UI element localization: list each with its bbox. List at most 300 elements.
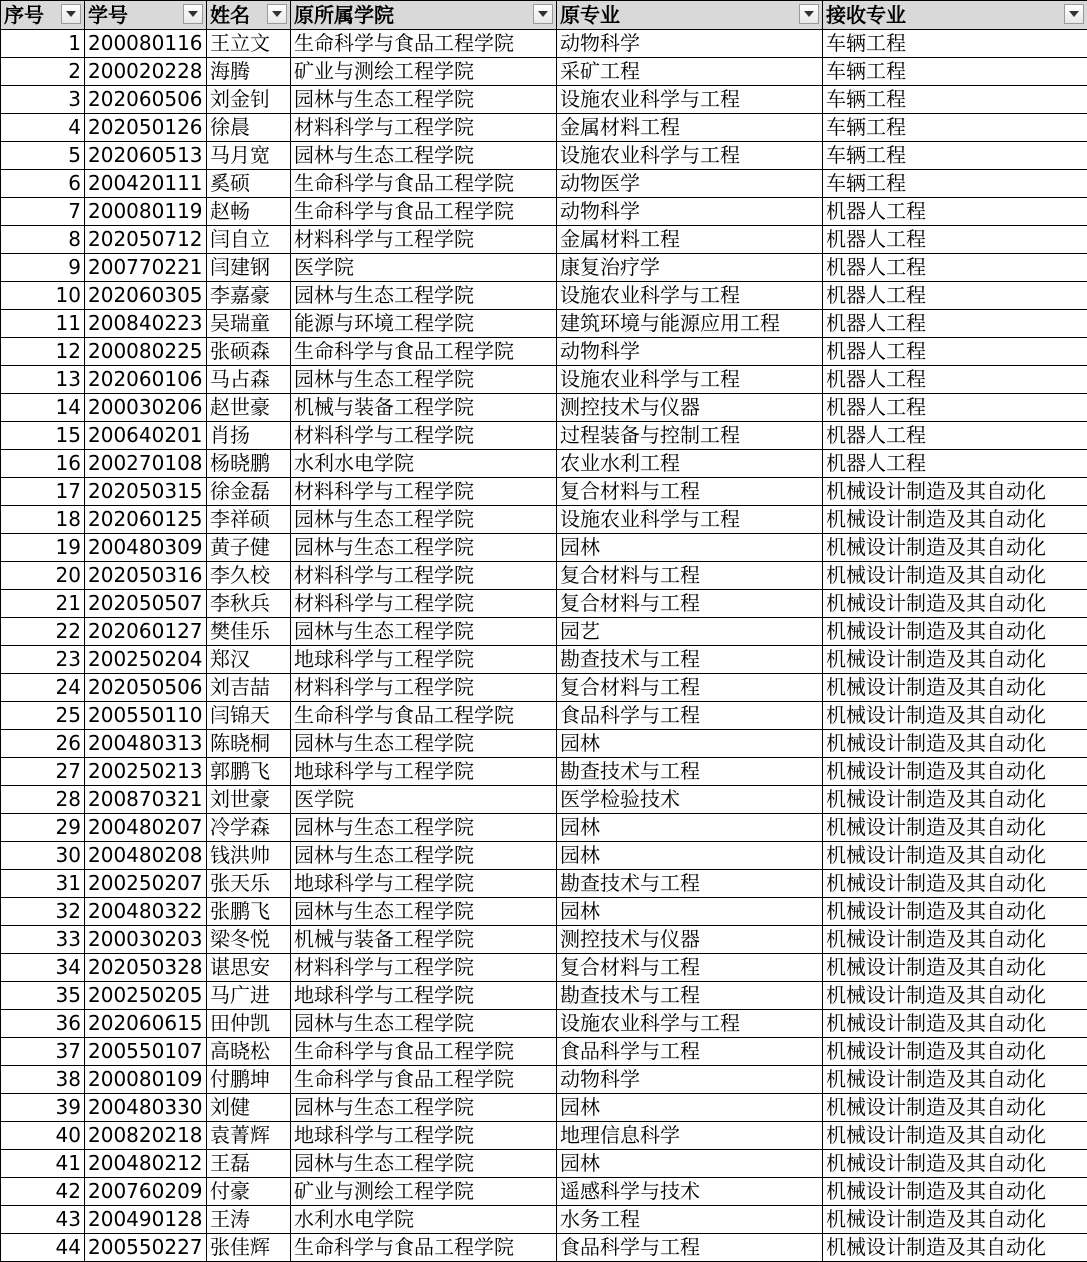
original-major-cell[interactable]: 园林 xyxy=(557,842,823,870)
target-major-cell[interactable]: 机械设计制造及其自动化 xyxy=(823,618,1087,646)
target-major-cell[interactable]: 机械设计制造及其自动化 xyxy=(823,1234,1087,1262)
name-cell[interactable]: 闫自立 xyxy=(207,226,291,254)
original-college-cell[interactable]: 园林与生态工程学院 xyxy=(291,366,557,394)
table-row xyxy=(1,30,1087,58)
original-college-cell[interactable]: 园林与生态工程学院 xyxy=(291,142,557,170)
seq-cell[interactable]: 5 xyxy=(1,142,85,170)
seq-cell[interactable]: 2 xyxy=(1,58,85,86)
table-row xyxy=(1,114,1087,142)
name-cell[interactable]: 樊佳乐 xyxy=(207,618,291,646)
student-id-cell[interactable]: 200080119 xyxy=(85,198,207,226)
original-college-cell[interactable]: 园林与生态工程学院 xyxy=(291,1150,557,1178)
seq-cell[interactable]: 43 xyxy=(1,1206,85,1234)
target-major-cell[interactable]: 机械设计制造及其自动化 xyxy=(823,1010,1087,1038)
original-major-cell[interactable]: 动物科学 xyxy=(557,338,823,366)
student-id-cell[interactable]: 202060305 xyxy=(85,282,207,310)
filter-dropdown-icon[interactable] xyxy=(267,4,287,24)
original-major-cell[interactable]: 农业水利工程 xyxy=(557,450,823,478)
target-major-cell[interactable]: 机械设计制造及其自动化 xyxy=(823,1038,1087,1066)
student-id-cell[interactable]: 200480330 xyxy=(85,1094,207,1122)
seq-cell[interactable]: 3 xyxy=(1,86,85,114)
original-major-cell[interactable]: 金属材料工程 xyxy=(557,114,823,142)
target-major-cell[interactable]: 机器人工程 xyxy=(823,450,1087,478)
seq-cell[interactable]: 9 xyxy=(1,254,85,282)
student-id-cell[interactable]: 200250213 xyxy=(85,758,207,786)
filter-dropdown-icon[interactable] xyxy=(533,4,553,24)
name-cell[interactable]: 王磊 xyxy=(207,1150,291,1178)
table-row xyxy=(1,982,1087,1010)
target-major-cell[interactable]: 机器人工程 xyxy=(823,338,1087,366)
student-id-cell[interactable]: 200550107 xyxy=(85,1038,207,1066)
target-major-cell[interactable]: 机械设计制造及其自动化 xyxy=(823,562,1087,590)
target-major-cell[interactable]: 车辆工程 xyxy=(823,170,1087,198)
name-cell[interactable]: 李嘉豪 xyxy=(207,282,291,310)
seq-cell[interactable]: 39 xyxy=(1,1094,85,1122)
seq-cell[interactable]: 1 xyxy=(1,30,85,58)
header-original-college xyxy=(291,1,557,30)
original-major-cell[interactable]: 园林 xyxy=(557,1150,823,1178)
original-college-cell[interactable]: 材料科学与工程学院 xyxy=(291,114,557,142)
name-cell[interactable]: 张佳辉 xyxy=(207,1234,291,1262)
name-cell[interactable]: 付豪 xyxy=(207,1178,291,1206)
seq-cell[interactable]: 22 xyxy=(1,618,85,646)
original-college-cell[interactable]: 材料科学与工程学院 xyxy=(291,954,557,982)
seq-cell[interactable]: 42 xyxy=(1,1178,85,1206)
filter-dropdown-icon[interactable] xyxy=(1064,4,1084,24)
seq-cell[interactable]: 4 xyxy=(1,114,85,142)
seq-cell[interactable]: 7 xyxy=(1,198,85,226)
original-college-cell[interactable]: 机械与装备工程学院 xyxy=(291,394,557,422)
header-student-id xyxy=(85,1,207,30)
original-college-cell[interactable]: 矿业与测绘工程学院 xyxy=(291,58,557,86)
original-major-cell[interactable]: 水务工程 xyxy=(557,1206,823,1234)
target-major-cell[interactable]: 机械设计制造及其自动化 xyxy=(823,702,1087,730)
original-college-cell[interactable]: 材料科学与工程学院 xyxy=(291,422,557,450)
original-college-cell[interactable]: 地球科学与工程学院 xyxy=(291,1122,557,1150)
original-major-cell[interactable]: 勘查技术与工程 xyxy=(557,646,823,674)
seq-cell[interactable]: 34 xyxy=(1,954,85,982)
original-major-cell[interactable]: 勘查技术与工程 xyxy=(557,758,823,786)
original-major-cell[interactable]: 动物科学 xyxy=(557,1066,823,1094)
target-major-cell[interactable]: 机械设计制造及其自动化 xyxy=(823,954,1087,982)
original-major-cell[interactable]: 采矿工程 xyxy=(557,58,823,86)
original-college-cell[interactable]: 能源与环境工程学院 xyxy=(291,310,557,338)
name-cell[interactable]: 马月宽 xyxy=(207,142,291,170)
seq-cell[interactable]: 10 xyxy=(1,282,85,310)
name-cell[interactable]: 黄子健 xyxy=(207,534,291,562)
name-cell[interactable]: 张鹏飞 xyxy=(207,898,291,926)
original-major-cell[interactable]: 园艺 xyxy=(557,618,823,646)
name-cell[interactable]: 冷学森 xyxy=(207,814,291,842)
original-major-cell[interactable]: 勘查技术与工程 xyxy=(557,870,823,898)
student-id-cell[interactable]: 200480208 xyxy=(85,842,207,870)
student-id-cell[interactable]: 200080116 xyxy=(85,30,207,58)
original-college-cell[interactable]: 水利水电学院 xyxy=(291,450,557,478)
table-row xyxy=(1,954,1087,982)
original-college-cell[interactable]: 生命科学与食品工程学院 xyxy=(291,1038,557,1066)
table-row xyxy=(1,1206,1087,1234)
name-cell[interactable]: 郑汉 xyxy=(207,646,291,674)
original-major-cell[interactable]: 地理信息科学 xyxy=(557,1122,823,1150)
target-major-cell[interactable]: 机械设计制造及其自动化 xyxy=(823,1066,1087,1094)
original-college-cell[interactable]: 园林与生态工程学院 xyxy=(291,814,557,842)
student-id-cell[interactable]: 200480212 xyxy=(85,1150,207,1178)
seq-cell[interactable]: 31 xyxy=(1,870,85,898)
target-major-cell[interactable]: 机械设计制造及其自动化 xyxy=(823,506,1087,534)
seq-cell[interactable]: 24 xyxy=(1,674,85,702)
target-major-cell[interactable]: 机械设计制造及其自动化 xyxy=(823,982,1087,1010)
original-college-cell[interactable]: 园林与生态工程学院 xyxy=(291,842,557,870)
student-id-cell[interactable]: 200020228 xyxy=(85,58,207,86)
seq-cell[interactable]: 38 xyxy=(1,1066,85,1094)
original-college-cell[interactable]: 园林与生态工程学院 xyxy=(291,1010,557,1038)
original-major-cell[interactable]: 动物医学 xyxy=(557,170,823,198)
student-id-cell[interactable]: 202060125 xyxy=(85,506,207,534)
table-row xyxy=(1,394,1087,422)
target-major-cell[interactable]: 机械设计制造及其自动化 xyxy=(823,590,1087,618)
student-id-cell[interactable]: 200480207 xyxy=(85,814,207,842)
seq-cell[interactable]: 30 xyxy=(1,842,85,870)
original-college-cell[interactable]: 园林与生态工程学院 xyxy=(291,730,557,758)
target-major-cell[interactable]: 机器人工程 xyxy=(823,422,1087,450)
original-college-cell[interactable]: 地球科学与工程学院 xyxy=(291,758,557,786)
filter-dropdown-icon[interactable] xyxy=(799,4,819,24)
seq-cell[interactable]: 17 xyxy=(1,478,85,506)
target-major-cell[interactable]: 车辆工程 xyxy=(823,30,1087,58)
original-major-cell[interactable]: 食品科学与工程 xyxy=(557,702,823,730)
seq-cell[interactable]: 32 xyxy=(1,898,85,926)
original-college-cell[interactable]: 生命科学与食品工程学院 xyxy=(291,1234,557,1262)
table-row xyxy=(1,1094,1087,1122)
name-cell[interactable]: 郭鹏飞 xyxy=(207,758,291,786)
original-major-cell[interactable]: 康复治疗学 xyxy=(557,254,823,282)
target-major-cell[interactable]: 机械设计制造及其自动化 xyxy=(823,478,1087,506)
original-major-cell[interactable]: 设施农业科学与工程 xyxy=(557,1010,823,1038)
name-cell[interactable]: 王涛 xyxy=(207,1206,291,1234)
original-major-cell[interactable]: 园林 xyxy=(557,1094,823,1122)
original-college-cell[interactable]: 园林与生态工程学院 xyxy=(291,282,557,310)
seq-cell[interactable]: 21 xyxy=(1,590,85,618)
original-major-cell[interactable]: 医学检验技术 xyxy=(557,786,823,814)
name-cell[interactable]: 刘金钊 xyxy=(207,86,291,114)
original-college-cell[interactable]: 矿业与测绘工程学院 xyxy=(291,1178,557,1206)
student-id-cell[interactable]: 200250204 xyxy=(85,646,207,674)
header-label: 学号 xyxy=(88,2,128,29)
student-id-cell[interactable]: 200550227 xyxy=(85,1234,207,1262)
student-id-cell[interactable]: 200770221 xyxy=(85,254,207,282)
student-id-cell[interactable]: 202050506 xyxy=(85,674,207,702)
original-major-cell[interactable]: 建筑环境与能源应用工程 xyxy=(557,310,823,338)
name-cell[interactable]: 马占森 xyxy=(207,366,291,394)
name-cell[interactable]: 刘健 xyxy=(207,1094,291,1122)
filter-dropdown-icon[interactable] xyxy=(61,4,81,24)
student-id-cell[interactable]: 200760209 xyxy=(85,1178,207,1206)
table-row xyxy=(1,562,1087,590)
name-cell[interactable]: 李久校 xyxy=(207,562,291,590)
student-id-cell[interactable]: 202060127 xyxy=(85,618,207,646)
original-major-cell[interactable]: 园林 xyxy=(557,814,823,842)
seq-cell[interactable]: 14 xyxy=(1,394,85,422)
name-cell[interactable]: 高晓松 xyxy=(207,1038,291,1066)
student-id-cell[interactable]: 202050328 xyxy=(85,954,207,982)
name-cell[interactable]: 钱洪帅 xyxy=(207,842,291,870)
original-college-cell[interactable]: 材料科学与工程学院 xyxy=(291,674,557,702)
table-row xyxy=(1,1010,1087,1038)
original-college-cell[interactable]: 生命科学与食品工程学院 xyxy=(291,338,557,366)
seq-cell[interactable]: 15 xyxy=(1,422,85,450)
student-id-cell[interactable]: 200270108 xyxy=(85,450,207,478)
original-college-cell[interactable]: 园林与生态工程学院 xyxy=(291,1094,557,1122)
seq-cell[interactable]: 11 xyxy=(1,310,85,338)
name-cell[interactable]: 肖扬 xyxy=(207,422,291,450)
target-major-cell[interactable]: 机械设计制造及其自动化 xyxy=(823,646,1087,674)
seq-cell[interactable]: 36 xyxy=(1,1010,85,1038)
original-college-cell[interactable]: 材料科学与工程学院 xyxy=(291,562,557,590)
name-cell[interactable]: 袁菁辉 xyxy=(207,1122,291,1150)
table-row xyxy=(1,842,1087,870)
table-row xyxy=(1,898,1087,926)
student-id-cell[interactable]: 200490128 xyxy=(85,1206,207,1234)
original-college-cell[interactable]: 生命科学与食品工程学院 xyxy=(291,702,557,730)
original-major-cell[interactable]: 动物科学 xyxy=(557,198,823,226)
original-college-cell[interactable]: 医学院 xyxy=(291,254,557,282)
name-cell[interactable]: 张天乐 xyxy=(207,870,291,898)
seq-cell[interactable]: 37 xyxy=(1,1038,85,1066)
seq-cell[interactable]: 18 xyxy=(1,506,85,534)
original-major-cell[interactable]: 设施农业科学与工程 xyxy=(557,282,823,310)
original-college-cell[interactable]: 园林与生态工程学院 xyxy=(291,898,557,926)
name-cell[interactable]: 赵世豪 xyxy=(207,394,291,422)
seq-cell[interactable]: 44 xyxy=(1,1234,85,1262)
target-major-cell[interactable]: 机械设计制造及其自动化 xyxy=(823,926,1087,954)
original-major-cell[interactable]: 设施农业科学与工程 xyxy=(557,142,823,170)
target-major-cell[interactable]: 机器人工程 xyxy=(823,366,1087,394)
original-major-cell[interactable]: 复合材料与工程 xyxy=(557,674,823,702)
target-major-cell[interactable]: 车辆工程 xyxy=(823,58,1087,86)
seq-cell[interactable]: 6 xyxy=(1,170,85,198)
name-cell[interactable]: 田仲凯 xyxy=(207,1010,291,1038)
name-cell[interactable]: 李祥硕 xyxy=(207,506,291,534)
seq-cell[interactable]: 41 xyxy=(1,1150,85,1178)
target-major-cell[interactable]: 机械设计制造及其自动化 xyxy=(823,1094,1087,1122)
student-id-cell[interactable]: 200820218 xyxy=(85,1122,207,1150)
name-cell[interactable]: 赵畅 xyxy=(207,198,291,226)
target-major-cell[interactable]: 车辆工程 xyxy=(823,86,1087,114)
name-cell[interactable]: 梁冬悦 xyxy=(207,926,291,954)
name-cell[interactable]: 张硕森 xyxy=(207,338,291,366)
seq-cell[interactable]: 29 xyxy=(1,814,85,842)
target-major-cell[interactable]: 机械设计制造及其自动化 xyxy=(823,1206,1087,1234)
seq-cell[interactable]: 33 xyxy=(1,926,85,954)
table-row xyxy=(1,870,1087,898)
original-college-cell[interactable]: 园林与生态工程学院 xyxy=(291,534,557,562)
name-cell[interactable]: 徐晨 xyxy=(207,114,291,142)
table-row xyxy=(1,170,1087,198)
seq-cell[interactable]: 20 xyxy=(1,562,85,590)
name-cell[interactable]: 王立文 xyxy=(207,30,291,58)
target-major-cell[interactable]: 机械设计制造及其自动化 xyxy=(823,1122,1087,1150)
seq-cell[interactable]: 19 xyxy=(1,534,85,562)
name-cell[interactable]: 海腾 xyxy=(207,58,291,86)
seq-cell[interactable]: 12 xyxy=(1,338,85,366)
target-major-cell[interactable]: 机器人工程 xyxy=(823,282,1087,310)
student-id-cell[interactable]: 202050712 xyxy=(85,226,207,254)
student-id-cell[interactable]: 202050126 xyxy=(85,114,207,142)
student-id-cell[interactable]: 200080225 xyxy=(85,338,207,366)
target-major-cell[interactable]: 机械设计制造及其自动化 xyxy=(823,534,1087,562)
target-major-cell[interactable]: 机械设计制造及其自动化 xyxy=(823,1178,1087,1206)
header-label: 姓名 xyxy=(210,2,250,29)
name-cell[interactable]: 闫建钢 xyxy=(207,254,291,282)
original-college-cell[interactable]: 水利水电学院 xyxy=(291,1206,557,1234)
target-major-cell[interactable]: 机械设计制造及其自动化 xyxy=(823,814,1087,842)
table-row xyxy=(1,926,1087,954)
student-id-cell[interactable]: 200030203 xyxy=(85,926,207,954)
original-major-cell[interactable]: 食品科学与工程 xyxy=(557,1038,823,1066)
original-college-cell[interactable]: 生命科学与食品工程学院 xyxy=(291,30,557,58)
name-cell[interactable]: 陈晓桐 xyxy=(207,730,291,758)
target-major-cell[interactable]: 车辆工程 xyxy=(823,114,1087,142)
target-major-cell[interactable]: 机械设计制造及其自动化 xyxy=(823,1150,1087,1178)
target-major-cell[interactable]: 机械设计制造及其自动化 xyxy=(823,730,1087,758)
target-major-cell[interactable]: 机械设计制造及其自动化 xyxy=(823,758,1087,786)
target-major-cell[interactable]: 机械设计制造及其自动化 xyxy=(823,898,1087,926)
original-college-cell[interactable]: 生命科学与食品工程学院 xyxy=(291,170,557,198)
target-major-cell[interactable]: 机器人工程 xyxy=(823,254,1087,282)
original-college-cell[interactable]: 机械与装备工程学院 xyxy=(291,926,557,954)
target-major-cell[interactable]: 车辆工程 xyxy=(823,142,1087,170)
original-major-cell[interactable]: 设施农业科学与工程 xyxy=(557,366,823,394)
original-major-cell[interactable]: 测控技术与仪器 xyxy=(557,926,823,954)
name-cell[interactable]: 吴瑞童 xyxy=(207,310,291,338)
student-id-cell[interactable]: 200480309 xyxy=(85,534,207,562)
original-major-cell[interactable]: 设施农业科学与工程 xyxy=(557,506,823,534)
name-cell[interactable]: 刘世豪 xyxy=(207,786,291,814)
original-major-cell[interactable]: 食品科学与工程 xyxy=(557,1234,823,1262)
name-cell[interactable]: 付鹏坤 xyxy=(207,1066,291,1094)
table-row xyxy=(1,310,1087,338)
target-major-cell[interactable]: 机械设计制造及其自动化 xyxy=(823,842,1087,870)
student-id-cell[interactable]: 200480313 xyxy=(85,730,207,758)
seq-cell[interactable]: 26 xyxy=(1,730,85,758)
seq-cell[interactable]: 35 xyxy=(1,982,85,1010)
table-body xyxy=(1,30,1087,1262)
student-id-cell[interactable]: 200250207 xyxy=(85,870,207,898)
name-cell[interactable]: 闫锦天 xyxy=(207,702,291,730)
seq-cell[interactable]: 25 xyxy=(1,702,85,730)
student-id-cell[interactable]: 200870321 xyxy=(85,786,207,814)
student-id-cell[interactable]: 200840223 xyxy=(85,310,207,338)
student-id-cell[interactable]: 200480322 xyxy=(85,898,207,926)
name-cell[interactable]: 马广进 xyxy=(207,982,291,1010)
original-major-cell[interactable]: 园林 xyxy=(557,730,823,758)
original-college-cell[interactable]: 地球科学与工程学院 xyxy=(291,982,557,1010)
name-cell[interactable]: 谌思安 xyxy=(207,954,291,982)
original-major-cell[interactable]: 金属材料工程 xyxy=(557,226,823,254)
target-major-cell[interactable]: 机械设计制造及其自动化 xyxy=(823,674,1087,702)
original-major-cell[interactable]: 复合材料与工程 xyxy=(557,478,823,506)
original-college-cell[interactable]: 园林与生态工程学院 xyxy=(291,506,557,534)
name-cell[interactable]: 徐金磊 xyxy=(207,478,291,506)
student-id-cell[interactable]: 200420111 xyxy=(85,170,207,198)
original-major-cell[interactable]: 复合材料与工程 xyxy=(557,562,823,590)
original-major-cell[interactable]: 动物科学 xyxy=(557,30,823,58)
student-id-cell[interactable]: 202050315 xyxy=(85,478,207,506)
original-college-cell[interactable]: 材料科学与工程学院 xyxy=(291,226,557,254)
student-id-cell[interactable]: 202050507 xyxy=(85,590,207,618)
table-row xyxy=(1,590,1087,618)
table-row xyxy=(1,282,1087,310)
student-id-cell[interactable]: 200550110 xyxy=(85,702,207,730)
name-cell[interactable]: 李秋兵 xyxy=(207,590,291,618)
student-id-cell[interactable]: 202060513 xyxy=(85,142,207,170)
target-major-cell[interactable]: 机械设计制造及其自动化 xyxy=(823,870,1087,898)
target-major-cell[interactable]: 机器人工程 xyxy=(823,226,1087,254)
seq-cell[interactable]: 27 xyxy=(1,758,85,786)
seq-cell[interactable]: 28 xyxy=(1,786,85,814)
original-college-cell[interactable]: 地球科学与工程学院 xyxy=(291,870,557,898)
original-college-cell[interactable]: 材料科学与工程学院 xyxy=(291,590,557,618)
student-id-cell[interactable]: 200640201 xyxy=(85,422,207,450)
filter-dropdown-icon[interactable] xyxy=(183,4,203,24)
original-major-cell[interactable]: 遥感科学与技术 xyxy=(557,1178,823,1206)
target-major-cell[interactable]: 机器人工程 xyxy=(823,394,1087,422)
student-id-cell[interactable]: 202050316 xyxy=(85,562,207,590)
table-row xyxy=(1,702,1087,730)
original-college-cell[interactable]: 园林与生态工程学院 xyxy=(291,618,557,646)
original-college-cell[interactable]: 园林与生态工程学院 xyxy=(291,86,557,114)
original-college-cell[interactable]: 生命科学与食品工程学院 xyxy=(291,198,557,226)
student-id-cell[interactable]: 200080109 xyxy=(85,1066,207,1094)
seq-cell[interactable]: 16 xyxy=(1,450,85,478)
seq-cell[interactable]: 8 xyxy=(1,226,85,254)
target-major-cell[interactable]: 机械设计制造及其自动化 xyxy=(823,786,1087,814)
student-id-cell[interactable]: 200250205 xyxy=(85,982,207,1010)
original-major-cell[interactable]: 测控技术与仪器 xyxy=(557,394,823,422)
table-row xyxy=(1,1122,1087,1150)
student-id-cell[interactable]: 202060615 xyxy=(85,1010,207,1038)
original-major-cell[interactable]: 过程装备与控制工程 xyxy=(557,422,823,450)
seq-cell[interactable]: 40 xyxy=(1,1122,85,1150)
original-college-cell[interactable]: 地球科学与工程学院 xyxy=(291,646,557,674)
original-major-cell[interactable]: 园林 xyxy=(557,534,823,562)
table-row xyxy=(1,226,1087,254)
original-college-cell[interactable]: 医学院 xyxy=(291,786,557,814)
original-major-cell[interactable]: 复合材料与工程 xyxy=(557,590,823,618)
original-major-cell[interactable]: 复合材料与工程 xyxy=(557,954,823,982)
table-row xyxy=(1,58,1087,86)
original-college-cell[interactable]: 材料科学与工程学院 xyxy=(291,478,557,506)
student-id-cell[interactable]: 202060506 xyxy=(85,86,207,114)
table-row xyxy=(1,646,1087,674)
original-major-cell[interactable]: 勘查技术与工程 xyxy=(557,982,823,1010)
seq-cell[interactable]: 13 xyxy=(1,366,85,394)
original-major-cell[interactable]: 园林 xyxy=(557,898,823,926)
header-seq xyxy=(1,1,85,30)
seq-cell[interactable]: 23 xyxy=(1,646,85,674)
student-id-cell[interactable]: 200030206 xyxy=(85,394,207,422)
target-major-cell[interactable]: 机器人工程 xyxy=(823,198,1087,226)
target-major-cell[interactable]: 机器人工程 xyxy=(823,310,1087,338)
name-cell[interactable]: 奚硕 xyxy=(207,170,291,198)
original-college-cell[interactable]: 生命科学与食品工程学院 xyxy=(291,1066,557,1094)
original-major-cell[interactable]: 设施农业科学与工程 xyxy=(557,86,823,114)
name-cell[interactable]: 刘吉喆 xyxy=(207,674,291,702)
header-target-major xyxy=(823,1,1087,30)
name-cell[interactable]: 杨晓鹏 xyxy=(207,450,291,478)
student-id-cell[interactable]: 202060106 xyxy=(85,366,207,394)
table-row xyxy=(1,366,1087,394)
